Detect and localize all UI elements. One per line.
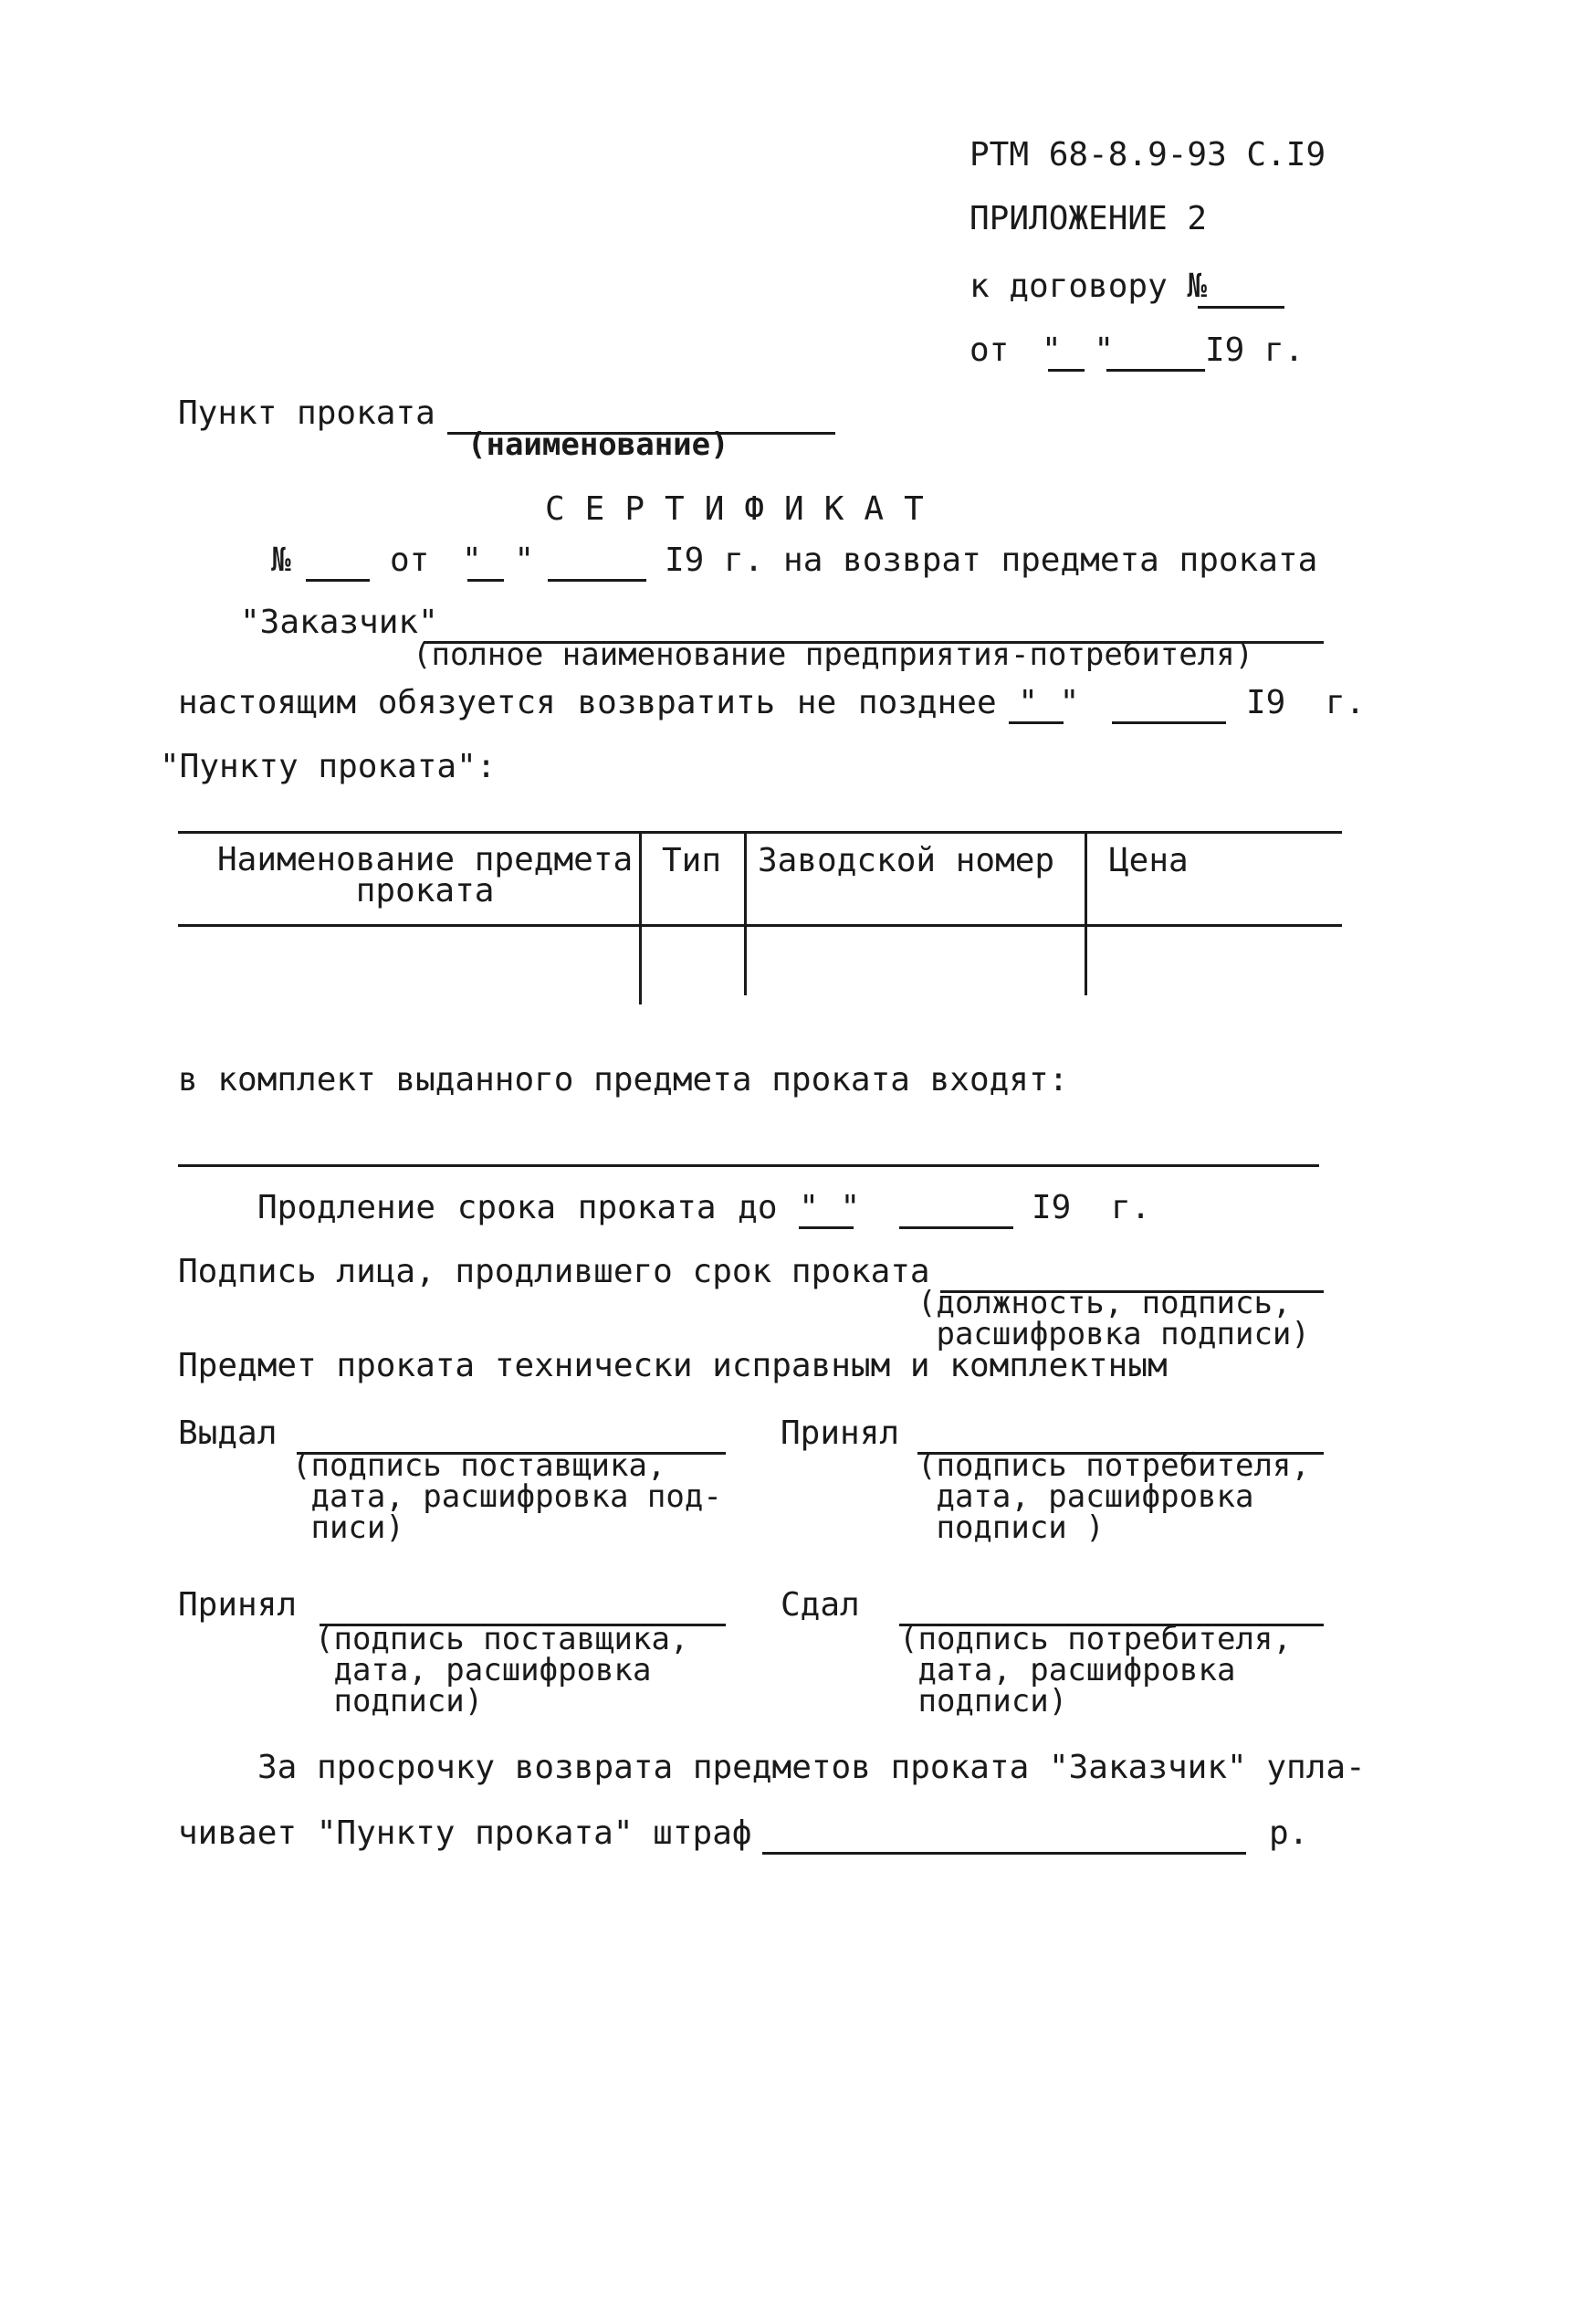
extension-text: Продление срока проката до " " [257,1189,861,1226]
table-header-name: Наименование предмета проката [217,841,634,910]
contract-number-label: к договору № [969,268,1208,305]
issued-caption: (подпись поставщика, дата, расшифровка под- писи) [292,1447,722,1546]
table-header-serial: Заводской номер [758,842,1055,879]
to-rental-point: "Пункту проката": [160,748,497,785]
certificate-number-prefix: № [271,542,291,579]
return-year: I9 г. [1246,684,1366,721]
penalty-line-2: чивает "Пункту проката" штраф [178,1814,752,1852]
certificate-day-line [467,579,504,582]
kit-label: в комплект выданного предмета проката входят: [178,1061,1069,1099]
received-label-1: Принял [781,1414,900,1452]
extension-year: I9 г. [1032,1189,1151,1226]
rental-point-label: Пункт проката [178,394,435,432]
return-day-line [1009,721,1064,724]
customer-caption: (полное наименование предприятия-потребителя) [413,636,1254,673]
issued-label: Выдал [178,1414,278,1452]
contract-month-line [1106,369,1205,372]
certificate-number-line [306,579,370,582]
handed-label: Сдал [781,1586,860,1624]
extension-day-line [799,1226,854,1229]
certificate-title: СЕРТИФИКАТ [545,490,944,528]
kit-line [178,1164,1319,1167]
extension-month-line [899,1226,1013,1229]
handed-caption: (подпись потребителя, дата, расшифровка подписи) [899,1621,1292,1719]
table-col-divider-2 [744,831,747,995]
contract-day-line [1048,369,1085,372]
received-label-2: Принял [178,1586,298,1624]
document-code: РТМ 68-8.9-93 С.I9 [969,136,1326,174]
table-top-border [178,831,1342,834]
customer-label: "Заказчик" [240,604,438,641]
condition-text: Предмет проката технически исправным и комплектным [178,1347,1168,1384]
received-caption-2: (подпись поставщика, дата, расшифровка подписи) [315,1621,689,1719]
contract-number-line [1198,306,1284,309]
extension-signature-caption: (должность, подпись, расшифровка подписи) [917,1285,1310,1352]
penalty-line-1: За просрочку возврата предметов проката "Заказчик" упла- [257,1749,1366,1786]
table-col-divider-3 [1085,831,1087,995]
table-header-border [178,924,1342,927]
extension-signature-label: Подпись лица, продлившего срок проката [178,1253,930,1290]
penalty-unit: р. [1269,1814,1309,1852]
appendix-title: ПРИЛОЖЕНИЕ 2 [969,200,1208,237]
table-header-type: Тип [662,842,722,879]
certificate-date-label: от " " [390,542,535,579]
contract-year: I9 г. [1205,331,1305,369]
return-month-line [1112,721,1226,724]
table-col-divider-1 [639,831,642,1004]
certificate-month-line [548,579,646,582]
contract-date-label: от " " [969,331,1115,369]
table-header-price: Цена [1109,842,1189,879]
penalty-amount-line [762,1852,1246,1855]
return-obligation: настоящим обязуется возвратить не позднее " " [178,684,1080,721]
rental-point-caption: (наименование) [467,426,729,463]
certificate-purpose: I9 г. на возврат предмета проката [665,542,1318,579]
received-caption-1: (подпись потребителя, дата, расшифровка подписи ) [917,1447,1310,1546]
